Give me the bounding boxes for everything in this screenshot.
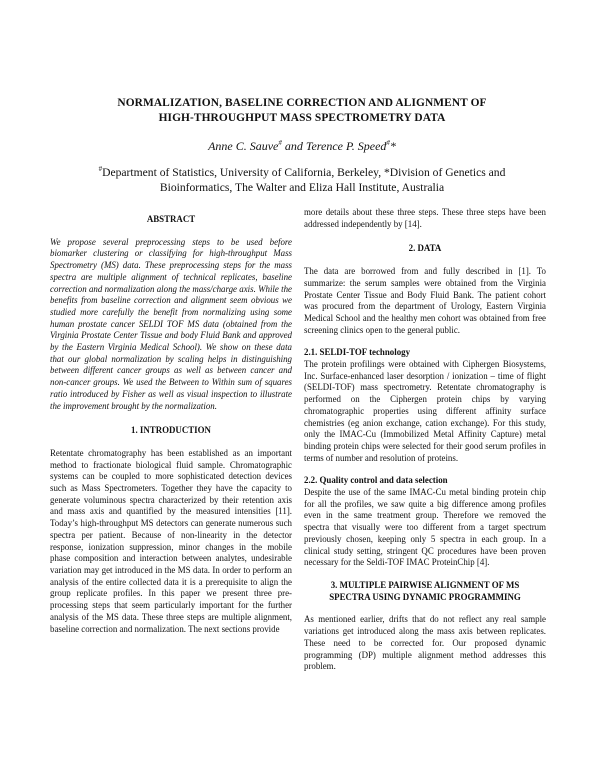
affiliation-line-2: Bioinformatics, The Walter and Eliza Hall Institute, Australia [159, 181, 445, 194]
author-1: Anne C. Sauve [208, 139, 279, 153]
section3-heading-line-1: 3. MULTIPLE PAIRWISE ALIGNMENT OF MS [330, 579, 520, 590]
introduction-continued-text: more details about these three steps. These three steps have been addressed independently by [14]. [304, 207, 546, 229]
right-column [304, 207, 546, 673]
title-line-1: NORMALIZATION, BASELINE CORRECTION AND ALIGNMENT OF [117, 97, 487, 109]
authors [60, 139, 544, 154]
data-heading: 2. DATA [408, 243, 442, 254]
paper-title [60, 96, 544, 126]
affiliation [50, 165, 554, 195]
section3-heading-line-2: SPECTRA USING DYNAMIC PROGRAMMING [329, 591, 521, 602]
abstract-text: We propose several preprocessing steps to be used before biomarker clustering or classifying for high-throughput Mass Spectrometry (MS) data. These preprocessing steps for the mass spectra are multiple alignment of technical replicates, baseline correction and normalization along the mass/charge axis. While the benefits from baseline correction and alignment seem obvious we studied more carefully the benefit from normalizing using some human prostate cancer SELDI TOF MS data (obtained from the Virginia Prostate Center Tissue and body Fluid Bank and approved by the Eastern Virginia Medical School). We show on these data that our global normalization by scaling helps in distinguishing between different cancer groups as well as between cancer and non-cancer groups. We used the Between to Within sum of squares ratio introduced by Fisher as well as visual inspection to illustrate the improvement brought by the normalization. [50, 236, 292, 411]
qc-heading: 2.2. Quality control and data selection [304, 475, 448, 486]
introduction-text: Retentate chromatography has been established as an important method to fractionate biological fluid sample. Chromatographic systems can be coupled to more sophisticated detection devices such as Mass Spectrometers. Together they have the capacity to generate voluminous spectra characterized by their retention axis and mass axis and quantified by the measured intensities [11]. Today’s high-throughput MS detectors can generate numerous such spectra per patient. Because of non-linearity in the detector response, ionization suppression, minor changes in the mobile phase composition and interaction between analytes, undesirable variation may get introduced in the MS data. In order to perform an analysis of the entire collected data it is a prerequisite to align the group replicate profiles. In this paper we present three pre-processing steps that seem particularly important for the further analysis of the MS data. These three steps are multiple alignment, baseline correction and normalization. The next sections provide [50, 447, 292, 634]
author-2-mark: # [386, 139, 390, 147]
author-2-tail: * [389, 139, 396, 153]
affiliation-mark: # [98, 165, 103, 174]
abstract-heading: ABSTRACT [146, 214, 196, 224]
left-column [50, 214, 292, 635]
author-conjunction: and [281, 139, 306, 153]
affiliation-line-1: Department of Statistics, University of California, Berkeley, *Division of Genetics and [102, 166, 506, 179]
data-text: The data are borrowed from and fully described in [1]. To summarize: the serum samples were obtained from the Virginia Prostate Center Tissue and Body Fluid Bank. The patient cohort was procured from the department of Urology, Eastern Virginia Medical School and the healthy men cohort was obtained from free screening clinics open to the general public. [304, 266, 546, 335]
seldi-text: The protein profilings were obtained with Ciphergen Biosystems, Inc. Surface-enhanced laser desorption / ionization – time of flight (SELDI-TOF) mass spectrometry. Retentate chromatography is performed on the Ciphergen protein chips by varying chromatographic properties using different affinity surface chemistries (eg anion exchange, cation exchange). For this study, only the IMAC-Cu (Immobilized Metal Affinity Capture) metal binding protein chips were selected for their good serum profiles in terms of number and resolution of proteins. [304, 359, 546, 463]
title-line-2: HIGH-THROUGHPUT MASS SPECTROMETRY DATA [158, 112, 446, 124]
section3-heading [304, 580, 546, 603]
qc-text: Despite the use of the same IMAC-Cu metal binding protein chip for all the profiles, we saw quite a big difference among profiles even in the same treatment group. Therefore we removed the spectra that visually were too different from a target spectrum previously chosen, keeping only 5 spectra in each group. In a clinical study setting, stringent QC procedures have been proven necessary for the Seldi-TOF IMAC ProteinChip [4]. [304, 487, 546, 568]
section3-text: As mentioned earlier, drifts that do not reflect any real sample variations get introduced along the mass axis between replicates. These need to be corrected for. Our proposed dynamic programming (DP) multiple alignment method addresses this problem. [304, 614, 546, 672]
author-2: Terence P. Speed [305, 139, 387, 153]
author-1-mark: # [278, 139, 282, 147]
seldi-heading: 2.1. SELDI-TOF technology [304, 347, 411, 358]
introduction-heading: 1. INTRODUCTION [131, 425, 211, 436]
